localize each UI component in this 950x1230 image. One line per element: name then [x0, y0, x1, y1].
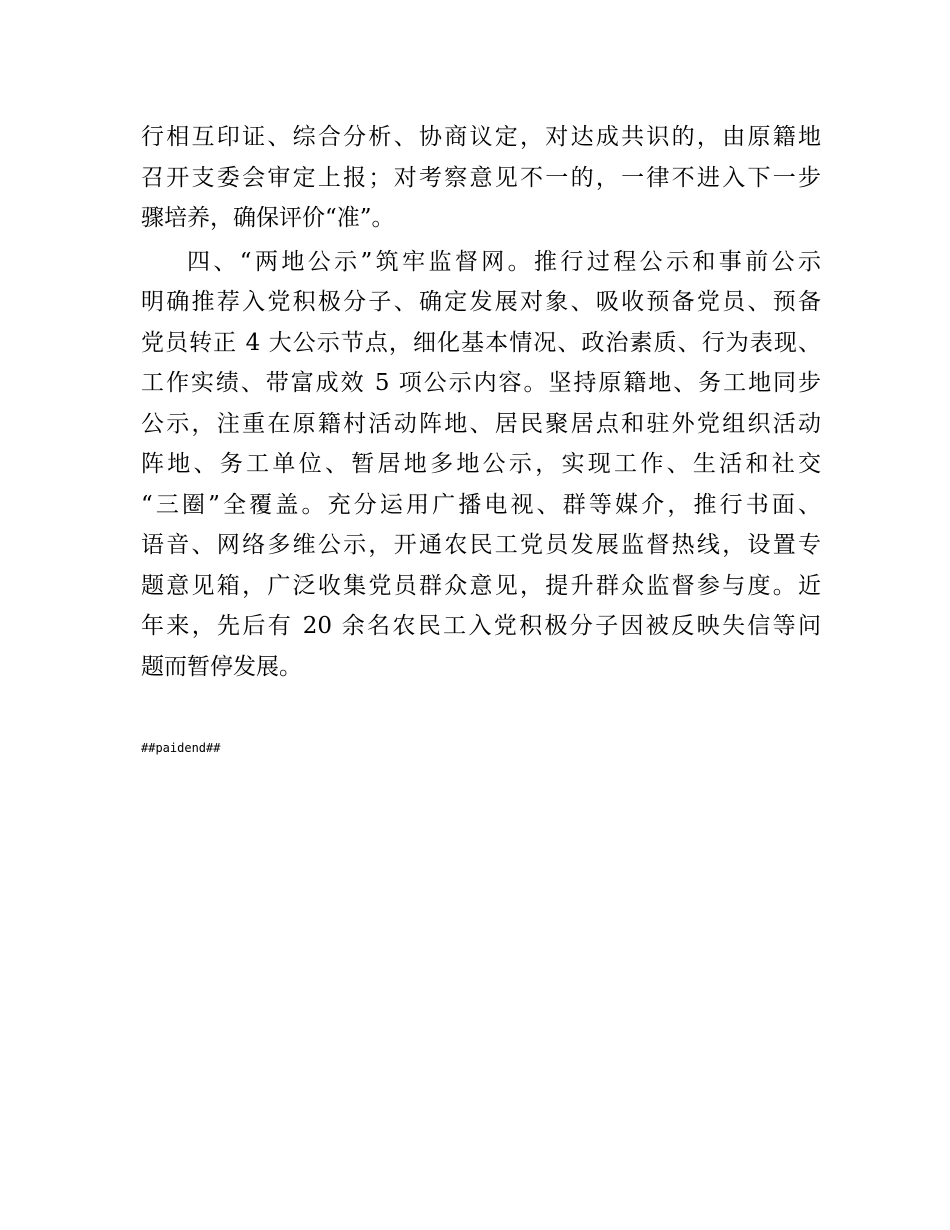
paragraph-line: 阵地、务工单位、暂居地多地公示，实现工作、生活和社交 [141, 451, 821, 477]
paragraph-line: 四、“两地公示”筑牢监督网。推行过程公示和事前公示 [187, 248, 821, 275]
paragraph-1 [141, 117, 821, 239]
paragraph-line: 工作实绩、带富成效 5 项公示内容。坚持原籍地、务工地同步 [141, 370, 821, 396]
paragraph-line: “三圈”全覆盖。充分运用广播电视、群等媒介，推行书面、 [141, 491, 821, 518]
paragraph-line: 党员转正 4 大公示节点，细化基本情况、政治素质、行为表现、 [141, 329, 821, 356]
paragraph-line: 题意见箱，广泛收集党员群众意见，提升群众监督参与度。近 [141, 572, 821, 599]
paragraph-line: 年来，先后有 20 余名农民工入党积极分子因被反映失信等问 [141, 613, 821, 639]
paragraph-line: 召开支委会审定上报；对考察意见不一的，一律不进入下一步 [141, 164, 821, 191]
document-body [141, 117, 821, 687]
paragraph-line: 行相互印证、综合分析、协商议定，对达成共识的，由原籍地 [141, 124, 821, 150]
paragraph-2 [141, 242, 821, 688]
paragraph-line: 题而暂停发展。 [141, 653, 302, 680]
end-marker: ##paidend## [141, 741, 221, 755]
paragraph-line: 语音、网络多维公示，开通农民工党员发展监督热线，设置专 [141, 532, 821, 558]
paragraph-line: 明确推荐入党积极分子、确定发展对象、吸收预备党员、预备 [141, 289, 821, 315]
paragraph-line: 骤培养，确保评价“准”。 [141, 205, 395, 231]
paragraph-line: 公示，注重在原籍村活动阵地、居民聚居点和驻外党组织活动 [141, 410, 821, 437]
